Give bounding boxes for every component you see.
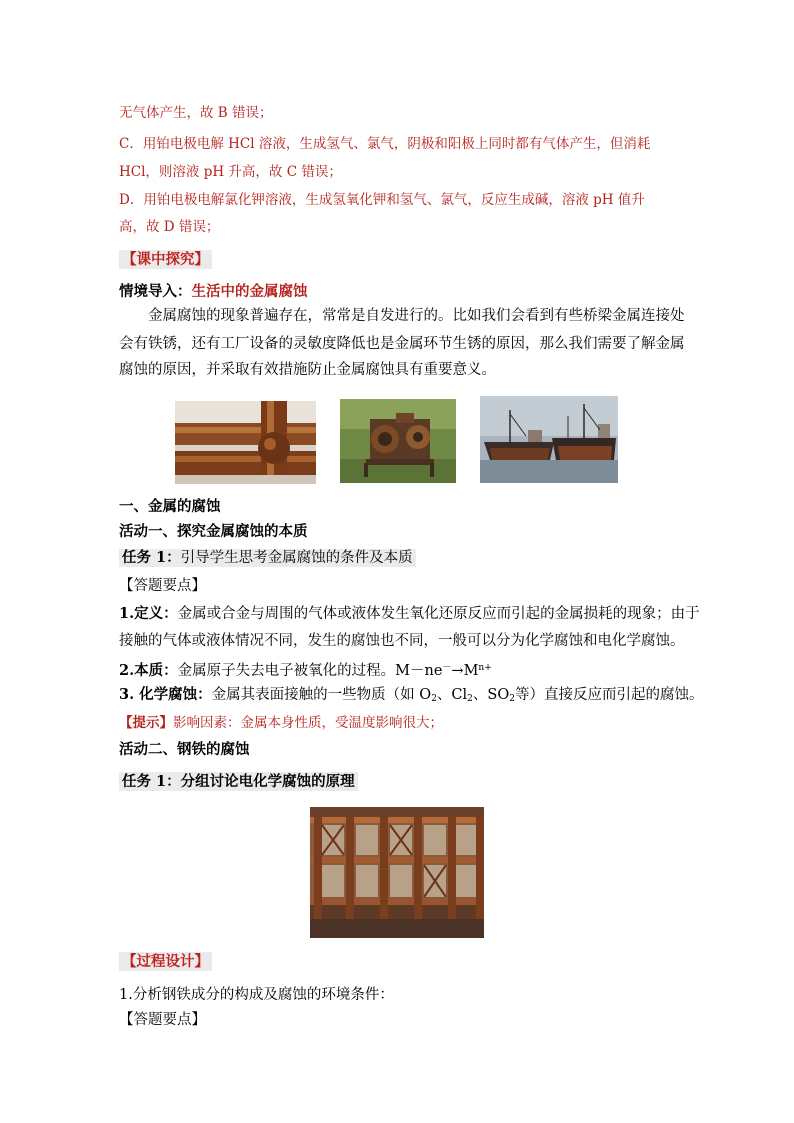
activity-1-heading: 活动一、探究金属腐蚀的本质 (119, 523, 308, 540)
task-1-label: 任务 1： (122, 549, 181, 566)
rusty-machine-photo (340, 399, 456, 483)
task-1-text: 引导学生思考金属腐蚀的条件及本质 (180, 550, 413, 566)
intro-paragraph-2: 会有铁锈，还有工厂设备的灵敏度降低也是金属环节生锈的原因，那么我们需要了解金属 (119, 336, 685, 352)
essence-arrow: →M (451, 663, 479, 679)
task-2-label: 任务 1： (122, 773, 181, 790)
chem-sub-3: 2 (509, 694, 515, 704)
chem-text-2: 、Cl (436, 687, 468, 703)
chemical-corrosion-label: 3. 化学腐蚀： (119, 686, 212, 703)
chem-sub-1: 2 (431, 694, 437, 704)
task-2-text: 分组讨论电化学腐蚀的原理 (180, 773, 355, 790)
essence-sup-1: － (442, 663, 452, 673)
activity-2-heading: 活动二、钢铁的腐蚀 (119, 741, 250, 758)
chem-text-3: 、SO (472, 687, 510, 703)
hint-line (119, 713, 443, 733)
definition-label: 1.定义： (119, 605, 178, 622)
intro-paragraph-1: 金属腐蚀的现象普遍存在，常常是自发进行的。比如我们会看到有些桥梁金属连接处 (148, 308, 685, 324)
section-heading-classroom: 【课中探究】 (119, 250, 212, 270)
rusty-ships-photo (480, 396, 618, 483)
answer-points-1: 【答题要点】 (119, 578, 206, 594)
process-design-heading: 【过程设计】 (119, 952, 212, 972)
chem-text-1: 金属其表面接触的一些物质（如 O (211, 687, 432, 703)
definition-line-1 (119, 604, 700, 624)
essence-label: 2.本质： (119, 662, 178, 679)
chemical-corrosion-line (119, 685, 703, 709)
answer-points-2: 【答题要点】 (119, 1012, 206, 1028)
rusty-pipe-photo (175, 401, 316, 484)
essence-text: 金属原子失去电子被氧化的过程。M－ne (177, 663, 443, 679)
intro-label: 情境导入： (119, 283, 192, 300)
intro-title: 生活中的金属腐蚀 (191, 283, 308, 300)
review-line-2: C．用铂电极电解 HCl 溶液，生成氢气、氯气，阴极和阳极上同时都有气体产生，但消耗 (119, 136, 651, 152)
chem-sub-2: 2 (467, 694, 473, 704)
definition-text-1: 金属或合金与周围的气体或液体发生氧化还原反应而引起的金属损耗的现象；由于 (177, 606, 700, 622)
part-heading-metal-corrosion: 一、金属的腐蚀 (119, 498, 221, 515)
hint-text: 影响因素：金属本身性质，受温度影响很大； (173, 715, 443, 731)
review-line-3: HCl，则溶液 pH 升高，故 C 错误； (119, 164, 342, 180)
essence-line (119, 658, 492, 681)
review-line-1: 无气体产生，故 B 错误； (119, 105, 273, 121)
intro-paragraph-3: 腐蚀的原因，并采取有效措施防止金属腐蚀具有重要意义。 (119, 362, 496, 378)
review-line-5: 高，故 D 错误； (119, 219, 220, 235)
task-2-line (119, 772, 358, 792)
hint-label: 【提示】 (119, 715, 173, 731)
review-line-4: D．用铂电极电解氯化钾溶液，生成氢氧化钾和氢气、氯气，反应生成碱，溶液 pH 值升 (119, 192, 645, 208)
intro-heading (119, 282, 308, 302)
process-item-1: 1.分析钢铁成分的构成及腐蚀的环境条件： (119, 987, 394, 1003)
definition-line-2: 接触的气体或液体情况不同，发生的腐蚀也不同，一般可以分为化学腐蚀和电化学腐蚀。 (119, 633, 685, 649)
essence-sup-2: n+ (478, 663, 492, 673)
rusty-steel-structure-photo (310, 807, 484, 938)
chem-text-4: 等）直接反应而引起的腐蚀。 (514, 687, 704, 703)
task-1-line (119, 548, 416, 568)
